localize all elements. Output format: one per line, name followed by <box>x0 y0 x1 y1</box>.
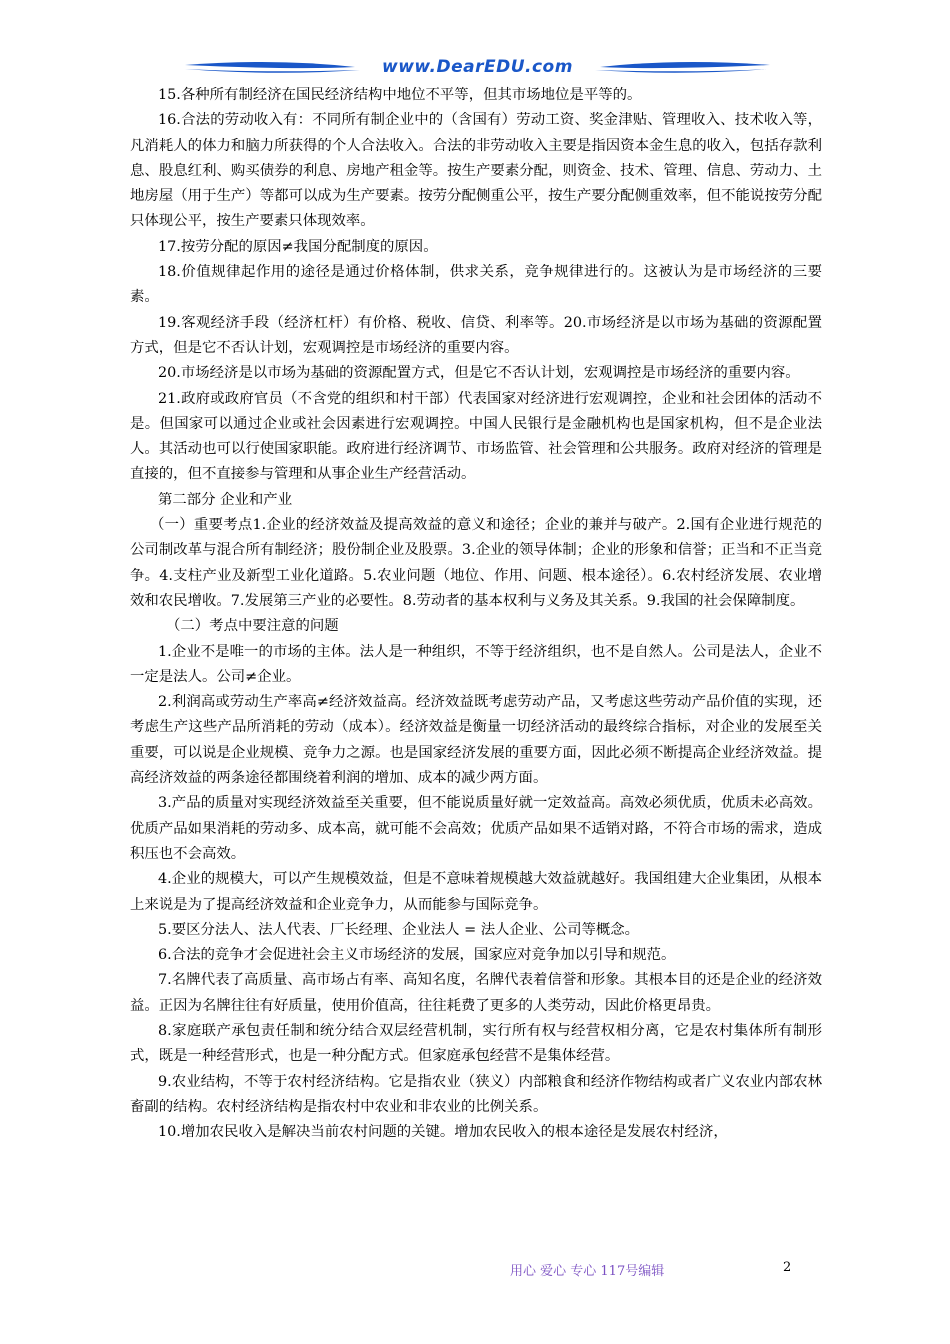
site-url[interactable]: www.DearEDU.com <box>382 57 573 77</box>
paragraph: 1.企业不是唯一的市场的主体。法人是一种组织，不等于经济组织，也不是自然人。公司是法人，企业不一定是法人。公司≠企业。 <box>130 643 822 685</box>
paragraph: 19.客观经济手段（经济杠杆）有价格、税收、信贷、利率等。20.市场经济是以市场为基础的资源配置方式，但是它不否认计划，宏观调控是市场经济的重要内容。 <box>130 314 822 356</box>
paragraph: 15.各种所有制经济在国民经济结构中地位不平等，但其市场地位是平等的。 <box>158 87 642 103</box>
document-body <box>130 83 822 1145</box>
paragraph: 18.价值规律起作用的途径是通过价格体制，供求关系，竞争规律进行的。这被认为是市场经济的三要素。 <box>130 264 822 306</box>
paragraph: （一）重要考点1.企业的经济效益及提高效益的意义和途径；企业的兼并与破产。2.国有企业进行规范的公司制改革与混合所有制经济；股份制企业及股票。3.企业的领导体制；企业的形象和信誉；正当和不正当竞争。4.支柱产业及新型工业化道路。5.农业问题（地位、作用、问题、根本途径）。6.农村经济发展、农业增效和农民增收。7.发展第三产业的必要性。8.劳动者的基本权利与义务及其关系。9.我国的社会保障制度。 <box>130 517 822 609</box>
paragraph: 3.产品的质量对实现经济效益至关重要，但不能说质量好就一定效益高。高效必须优质，优质未必高效。优质产品如果消耗的劳动多、成本高，就可能不会高效；优质产品如果不适销对路，不符合市场的需求，造成积压也不会高效。 <box>130 795 822 862</box>
paragraph: 16.合法的劳动收入有：不同所有制企业中的（含国有）劳动工资、奖金津贴、管理收入、技术收入等，凡消耗人的体力和脑力所获得的个人合法收入。合法的非劳动收入主要是指因资本金生息的收入，包括存款利息、股息红利、购买债券的利息、房地产租金等。按生产要素分配，则资金、技术、管理、信息、劳动力、土地房屋（用于生产）等都可以成为生产要素。按劳分配侧重公平，按生产要分配侧重效率，但不能说按劳分配只体现公平，按生产要素只体现效率。 <box>130 112 822 230</box>
page-number: 2 <box>783 1260 792 1275</box>
section-heading: 第二部分 企业和产业 <box>158 491 293 508</box>
footer-slogan: 用心 爱心 专心 117号编辑 <box>510 1264 665 1279</box>
paragraph: 2.利润高或劳动生产率高≠经济效益高。经济效益既考虑劳动产品，又考虑这些劳动产品价值的实现，还考虑生产这些产品所消耗的劳动（成本）。经济效益是衡量一切经济活动的最终综合指标，对企业的发展至关重要，可以说是企业规模、竞争力之源。也是国家经济发展的重要方面，因此必须不断提高企业经济效益。提高经济效益的两条途径都围绕着利润的增加、成本的减少两方面。 <box>130 694 822 787</box>
paragraph: 20.市场经济是以市场为基础的资源配置方式，但是它不否认计划，宏观调控是市场经济的重要内容。 <box>158 365 800 382</box>
paragraph: 8.家庭联产承包责任制和统分结合双层经营机制，实行所有权与经营权相分离，它是农村集体所有制形式，既是一种经营形式，也是一种分配方式。但家庭承包经营不是集体经营。 <box>130 1022 822 1065</box>
paragraph: 9.农业结构，不等于农村经济结构。它是指农业（狭义）内部粮食和经济作物结构或者广义农业内部农林畜副的结构。农村经济结构是指农村中农业和非农业的比例关系。 <box>130 1073 822 1115</box>
paragraph: 7.名牌代表了高质量、高市场占有率、高知名度，名牌代表着信誉和形象。其根本目的还是企业的经济效益。正因为名牌往往有好质量，使用价值高，往往耗费了更多的人类劳动，因此价格更昂贵。 <box>130 972 822 1014</box>
paragraph: 21.政府或政府官员（不含党的组织和村干部）代表国家对经济进行宏观调控，企业和社会团体的活动不是。但国家可以通过企业或社会因素进行宏观调控。中国人民银行是金融机构也是国家机构，但不是企业法人。其活动也可以行使国家职能。政府进行经济调节、市场监管、社会管理和公共服务。政府对经济的管理是直接的，但不直接参与管理和从事企业生产经营活动。 <box>130 390 822 483</box>
paragraph: 6.合法的竞争才会促进社会主义市场经济的发展，国家应对竞争加以引导和规范。 <box>158 947 676 964</box>
paragraph: 5.要区分法人、法人代表、厂长经理、企业法人 = 法人企业、公司等概念。 <box>158 921 640 938</box>
paragraph: 17.按劳分配的原因≠我国分配制度的原因。 <box>158 238 438 255</box>
paragraph: 4.企业的规模大，可以产生规模效益，但是不意味着规模越大效益就越好。我国组建大企业集团，从根本上来说是为了提高经济效益和企业竞争力，从而能参与国际竞争。 <box>130 871 822 913</box>
paragraph: 10.增加农民收入是解决当前农村问题的关键。增加农民收入的根本途径是发展农村经济， <box>158 1124 728 1141</box>
subsection-heading: （二）考点中要注意的问题 <box>166 618 339 635</box>
